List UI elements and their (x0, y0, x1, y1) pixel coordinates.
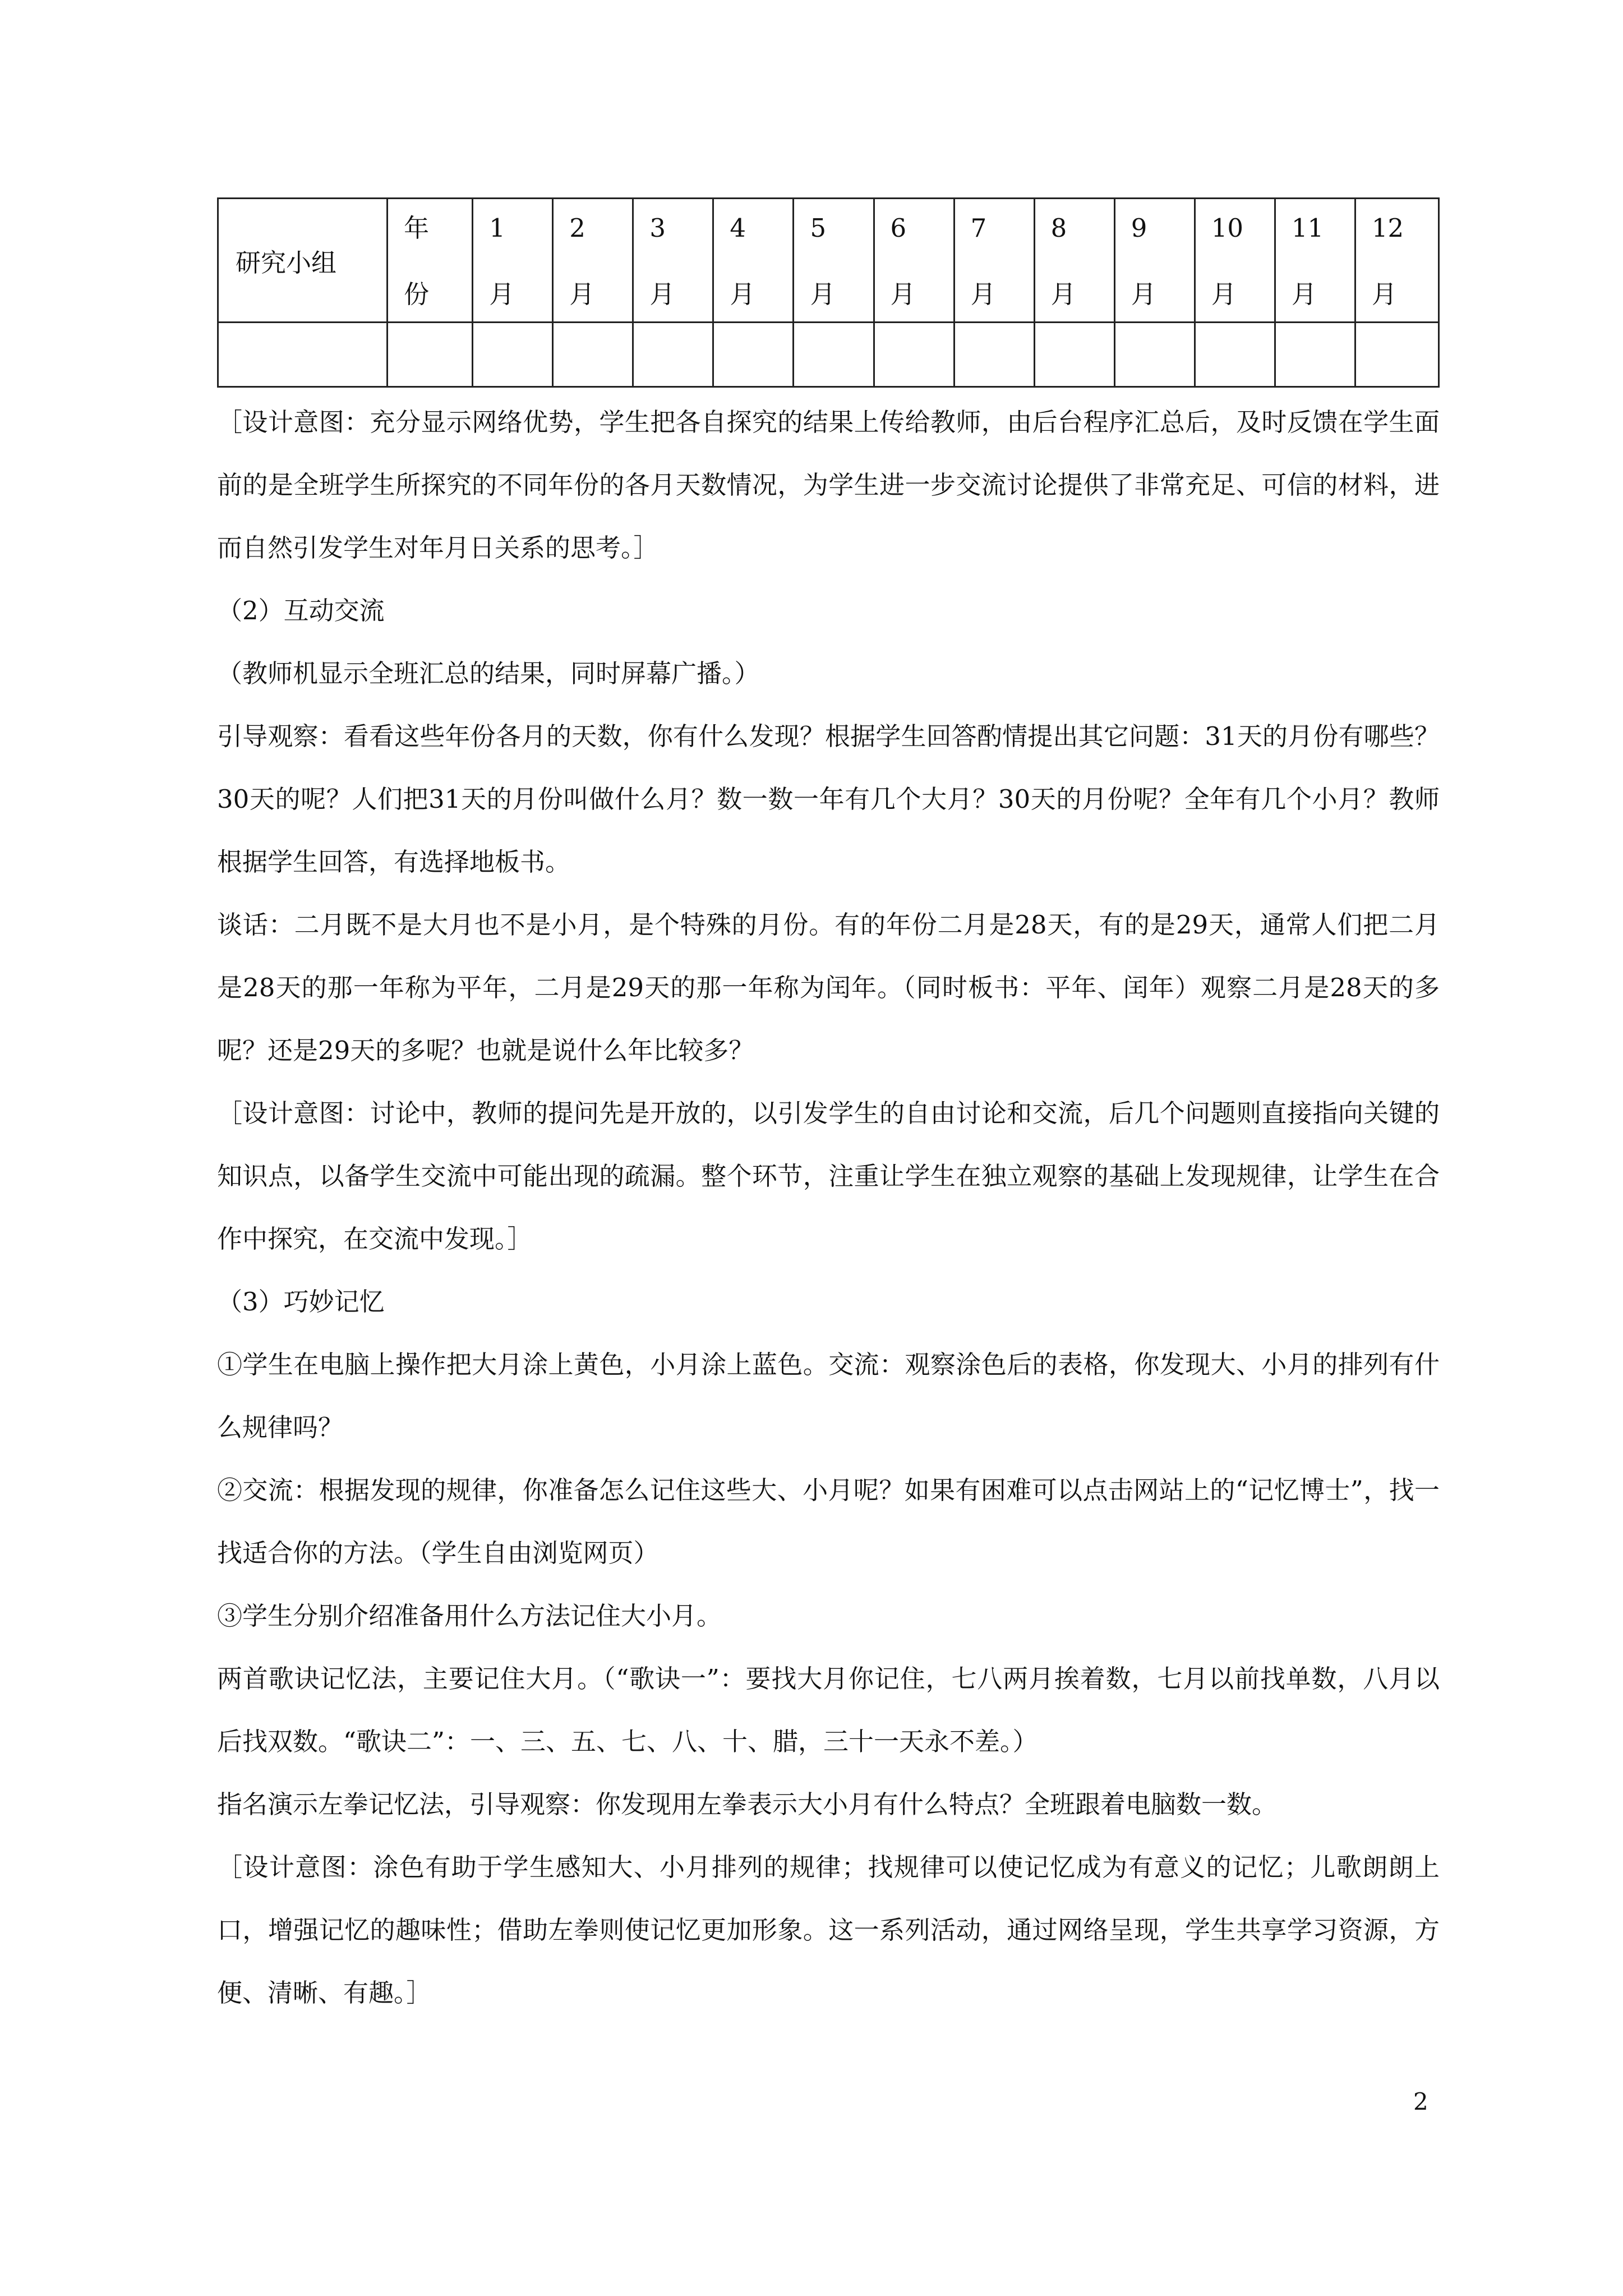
table-cell-month (874, 199, 954, 323)
teacher-instruction-paragraph: （教师机显示全班汇总的结果，同时屏幕广播。） (217, 659, 760, 688)
table-cell-empty (954, 323, 1034, 387)
month-unit: 月 (810, 279, 836, 309)
year-label-top: 年 (404, 213, 430, 243)
table-cell-year (388, 199, 473, 323)
fist-method-paragraph: 指名演示左拳记忆法，引导观察：你发现用左拳表示大小月有什么特点？全班跟着电脑数一数。 (217, 1789, 1278, 1819)
research-table (217, 197, 1440, 388)
month-number: 6 (890, 213, 907, 243)
table-cell-empty (218, 323, 388, 387)
month-number: 10 (1211, 213, 1244, 243)
step-two-paragraph: ②交流：根据发现的规律，你准备怎么记住这些大、小月呢？如果有困难可以点击网站上的“记忆博士”，找一找适合你的方法。（学生自由浏览网页） (217, 1475, 1440, 1568)
month-number: 3 (649, 213, 666, 243)
month-unit: 月 (1371, 279, 1397, 309)
table-empty-row (218, 323, 1439, 387)
month-number: 11 (1291, 213, 1324, 243)
design-intent-paragraph: ［设计意图：讨论中，教师的提问先是开放的，以引发学生的自由讨论和交流，后几个问题则直接指向关键的知识点，以备学生交流中可能出现的疏漏。整个环节，注重让学生在独立观察的基础上发现规律，让学生在合作中探究，在交流中发现。］ (217, 1098, 1440, 1254)
month-unit: 月 (649, 279, 675, 309)
step-one-paragraph: ①学生在电脑上操作把大月涂上黄色，小月涂上蓝色。交流：观察涂色后的表格，你发现大、小月的排列有什么规律吗？ (217, 1350, 1440, 1442)
table-cell-month (1275, 199, 1355, 323)
table-cell-month (473, 199, 553, 323)
rhyme-method-paragraph: 两首歌诀记忆法，主要记住大月。（“歌诀一”：要找大月你记住，七八两月挨着数，七月以前找单数，八月以后找双数。“歌诀二”：一、三、五、七、八、十、腊，三十一天永不差。） (217, 1664, 1440, 1756)
table-cell-empty (1275, 323, 1355, 387)
table-cell-month (954, 199, 1034, 323)
month-number: 1 (489, 213, 505, 243)
table-cell-month (713, 199, 794, 323)
table-cell-empty (388, 323, 473, 387)
table-cell-empty (553, 323, 633, 387)
month-unit: 月 (970, 279, 996, 309)
talk-paragraph: 谈话：二月既不是大月也不是小月，是个特殊的月份。有的年份二月是28天，有的是29天，通常人们把二月是28天的那一年称为平年，二月是29天的那一年称为闰年。（同时板书：平年、闰年）观察二月是28天的多呢？还是29天的多呢？也就是说什么年比较多？ (217, 910, 1440, 1065)
table-cell-month (794, 199, 874, 323)
design-intent-paragraph: ［设计意图：涂色有助于学生感知大、小月排列的规律；找规律可以使记忆成为有意义的记忆；儿歌朗朗上口，增强记忆的趣味性；借助左拳则使记忆更加形象。这一系列活动，通过网络呈现，学生共享学习资源，方便、清晰、有趣。］ (217, 1852, 1440, 2008)
table-cell-month (633, 199, 713, 323)
month-number: 4 (730, 213, 746, 243)
table-cell-month (1114, 199, 1195, 323)
month-unit: 月 (1291, 279, 1317, 309)
table-cell-empty (473, 323, 553, 387)
month-number: 8 (1050, 213, 1067, 243)
table-cell-label (218, 199, 388, 323)
table-header-row (218, 199, 1439, 323)
month-unit: 月 (730, 279, 755, 309)
month-number: 7 (970, 213, 987, 243)
table-cell-empty (794, 323, 874, 387)
month-number: 9 (1131, 213, 1147, 243)
table-cell-month (1195, 199, 1275, 323)
table-cell-empty (1355, 323, 1438, 387)
table-cell-empty (633, 323, 713, 387)
month-number: 2 (569, 213, 585, 243)
section-heading-interaction: （2）互动交流 (217, 596, 385, 625)
month-unit: 月 (1211, 279, 1237, 309)
month-unit: 月 (1131, 279, 1156, 309)
month-unit: 月 (1050, 279, 1076, 309)
month-number: 12 (1371, 213, 1404, 243)
section-heading-memory: （3）巧妙记忆 (217, 1287, 385, 1317)
design-intent-paragraph: ［设计意图：充分显示网络优势，学生把各自探究的结果上传给教师，由后台程序汇总后，及时反馈在学生面前的是全班学生所探究的不同年份的各月天数情况，为学生进一步交流讨论提供了非常充足、可信的材料，进而自然引发学生对年月日关系的思考。］ (217, 407, 1440, 563)
research-group-label: 研究小组 (236, 247, 337, 278)
table-cell-empty (874, 323, 954, 387)
table-cell-empty (1034, 323, 1114, 387)
year-label-bottom: 份 (404, 279, 430, 309)
month-number: 5 (810, 213, 827, 243)
table-cell-empty (1195, 323, 1275, 387)
month-unit: 月 (890, 279, 916, 309)
table-cell-month (553, 199, 633, 323)
table-cell-empty (1114, 323, 1195, 387)
table-cell-month (1034, 199, 1114, 323)
page-number: 2 (1413, 2088, 1428, 2115)
month-unit: 月 (569, 279, 595, 309)
table-cell-month (1355, 199, 1438, 323)
guided-observation-paragraph: 引导观察：看看这些年份各月的天数，你有什么发现？根据学生回答酌情提出其它问题：31天的月份有哪些？30天的呢？人们把31天的月份叫做什么月？数一数一年有几个大月？30天的月份呢？全年有几个小月？教师根据学生回答，有选择地板书。 (217, 721, 1440, 877)
month-unit: 月 (489, 279, 515, 309)
document-page (217, 197, 1440, 2024)
table-cell-empty (713, 323, 794, 387)
step-three-paragraph: ③学生分别介绍准备用什么方法记住大小月。 (217, 1601, 722, 1631)
